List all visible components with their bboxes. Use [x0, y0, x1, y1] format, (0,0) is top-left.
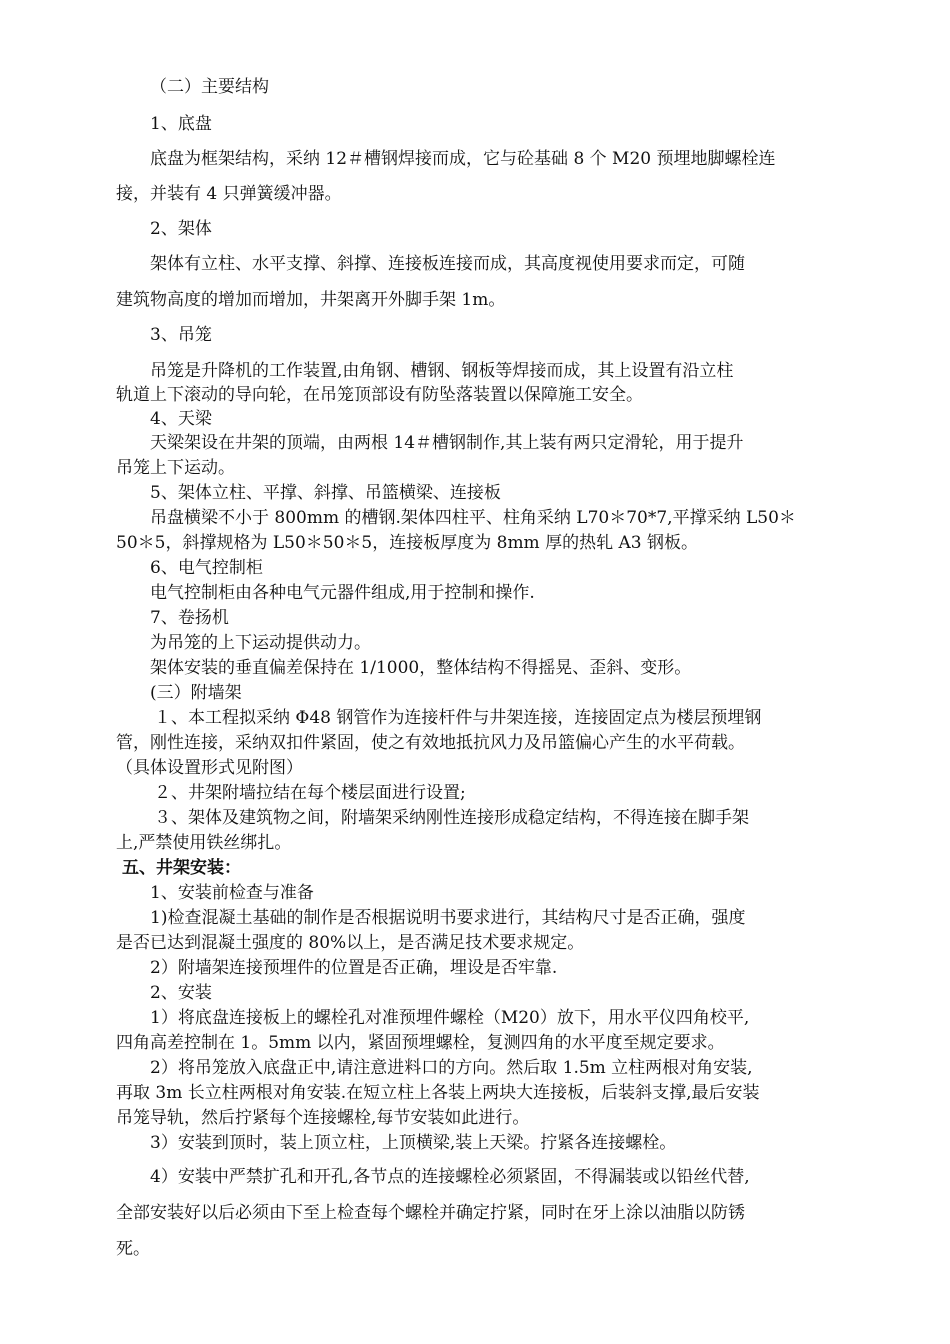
subheading-install: 2、安装	[150, 983, 212, 1003]
subheading-winch: 7、卷扬机	[150, 608, 229, 628]
paragraph-line: 死。	[116, 1239, 150, 1259]
subheading-frame: 2、架体	[150, 219, 212, 239]
paragraph-line: 4）安装中严禁扩孔和开孔,各节点的连接螺栓必须紧固，不得漏装或以铅丝代替,	[150, 1167, 750, 1187]
subheading-top-beam: 4、天梁	[150, 409, 212, 429]
paragraph-line: 为吊笼的上下运动提供动力。	[150, 633, 371, 653]
paragraph-line: 架体安装的垂直偏差保持在 1/1000，整体结构不得摇晃、歪斜、变形。	[150, 658, 692, 678]
paragraph-line: 接，并装有 4 只弹簧缓冲器。	[116, 184, 342, 204]
paragraph-line: １、本工程拟采纳 Φ48 钢管作为连接杆件与井架连接，连接固定点为楼层预埋钢	[154, 708, 762, 728]
paragraph-line: 再取 3m 长立柱两根对角安装.在短立柱上各装上两块大连接板，后装斜支撑,最后安装	[116, 1083, 760, 1103]
paragraph-line: ３、架体及建筑物之间，附墙架采纳刚性连接形成稳定结构，不得连接在脚手架	[154, 808, 749, 828]
subheading-columns: 5、架体立柱、平撑、斜撑、吊篮横梁、连接板	[150, 483, 501, 503]
paragraph-line: 天梁架设在井架的顶端，由两根 14＃槽钢制作,其上装有两只定滑轮，用于提升	[150, 433, 744, 453]
paragraph-line: 全部安装好以后必须由下至上检查每个螺栓并确定拧紧，同时在牙上涂以油脂以防锈	[116, 1203, 745, 1223]
paragraph-line: 上,严禁使用铁丝绑扎。	[116, 833, 292, 853]
paragraph-line: 吊笼导轨，然后拧紧每个连接螺栓,每节安装如此进行。	[116, 1108, 530, 1128]
paragraph-line: 1)检查混凝土基础的制作是否根据说明书要求进行，其结构尺寸是否正确，强度	[150, 908, 746, 928]
paragraph-line: 2）将吊笼放入底盘正中,请注意进料口的方向。然后取 1.5m 立柱两根对角安装,	[150, 1058, 753, 1078]
paragraph-line: ２、井架附墙拉结在每个楼层面进行设置;	[154, 783, 466, 803]
paragraph-line: 管，刚性连接，采纳双扣件紧固，使之有效地抵抗风力及吊篮偏心产生的水平荷载。	[116, 733, 745, 753]
paragraph-line: 2）附墙架连接预埋件的位置是否正确，埋设是否牢靠.	[150, 958, 558, 978]
subheading-pre-check: 1、安装前检查与准备	[150, 883, 314, 903]
paragraph-line: 3）安装到顶时，装上顶立柱，上顶横梁,装上天梁。拧紧各连接螺栓。	[150, 1133, 677, 1153]
heading-installation: 五、井架安装：	[122, 858, 241, 878]
paragraph-line: （具体设置形式见附图）	[116, 758, 303, 778]
paragraph-line: 吊盘横梁不小于 800mm 的槽钢.架体四柱平、柱角采纳 L70＊70*7,平撑采纳 L50＊	[150, 508, 796, 528]
subheading-chassis: 1、底盘	[150, 114, 212, 134]
paragraph-line: 50＊5，斜撑规格为 L50＊50＊5，连接板厚度为 8mm 厚的热轧 A3 钢板。	[116, 533, 698, 553]
paragraph-line: 轨道上下滚动的导向轮，在吊笼顶部设有防坠落装置以保障施工安全。	[116, 385, 643, 405]
paragraph-line: 1）将底盘连接板上的螺栓孔对准预埋件螺栓（M20）放下，用水平仪四角校平,	[150, 1008, 750, 1028]
paragraph-line: 四角高差控制在 1。5mm 以内，紧固预埋螺栓，复测四角的水平度至规定要求。	[116, 1033, 725, 1053]
paragraph-line: 底盘为框架结构，采纳 12＃槽钢焊接而成，它与砼基础 8 个 M20 预埋地脚螺栓连	[150, 149, 776, 169]
subheading-cage: 3、吊笼	[150, 325, 212, 345]
paragraph-line: 是否已达到混凝土强度的 80%以上，是否满足技术要求规定。	[116, 933, 585, 953]
paragraph-line: 吊笼上下运动。	[116, 458, 235, 478]
paragraph-line: 电气控制柜由各种电气元器件组成,用于控制和操作.	[150, 583, 535, 603]
paragraph-line: 架体有立柱、水平支撑、斜撑、连接板连接而成，其高度视使用要求而定，可随	[150, 254, 745, 274]
paragraph-line: 建筑物高度的增加而增加，井架离开外脚手架 1m。	[116, 290, 506, 310]
heading-wall-bracket: (三）附墙架	[150, 683, 242, 703]
heading-main-structure: （二）主要结构	[150, 77, 269, 97]
paragraph-line: 吊笼是升降机的工作装置,由角钢、槽钢、钢板等焊接而成，其上设置有沿立柱	[150, 361, 734, 381]
subheading-control-cabinet: 6、电气控制柜	[150, 558, 263, 578]
